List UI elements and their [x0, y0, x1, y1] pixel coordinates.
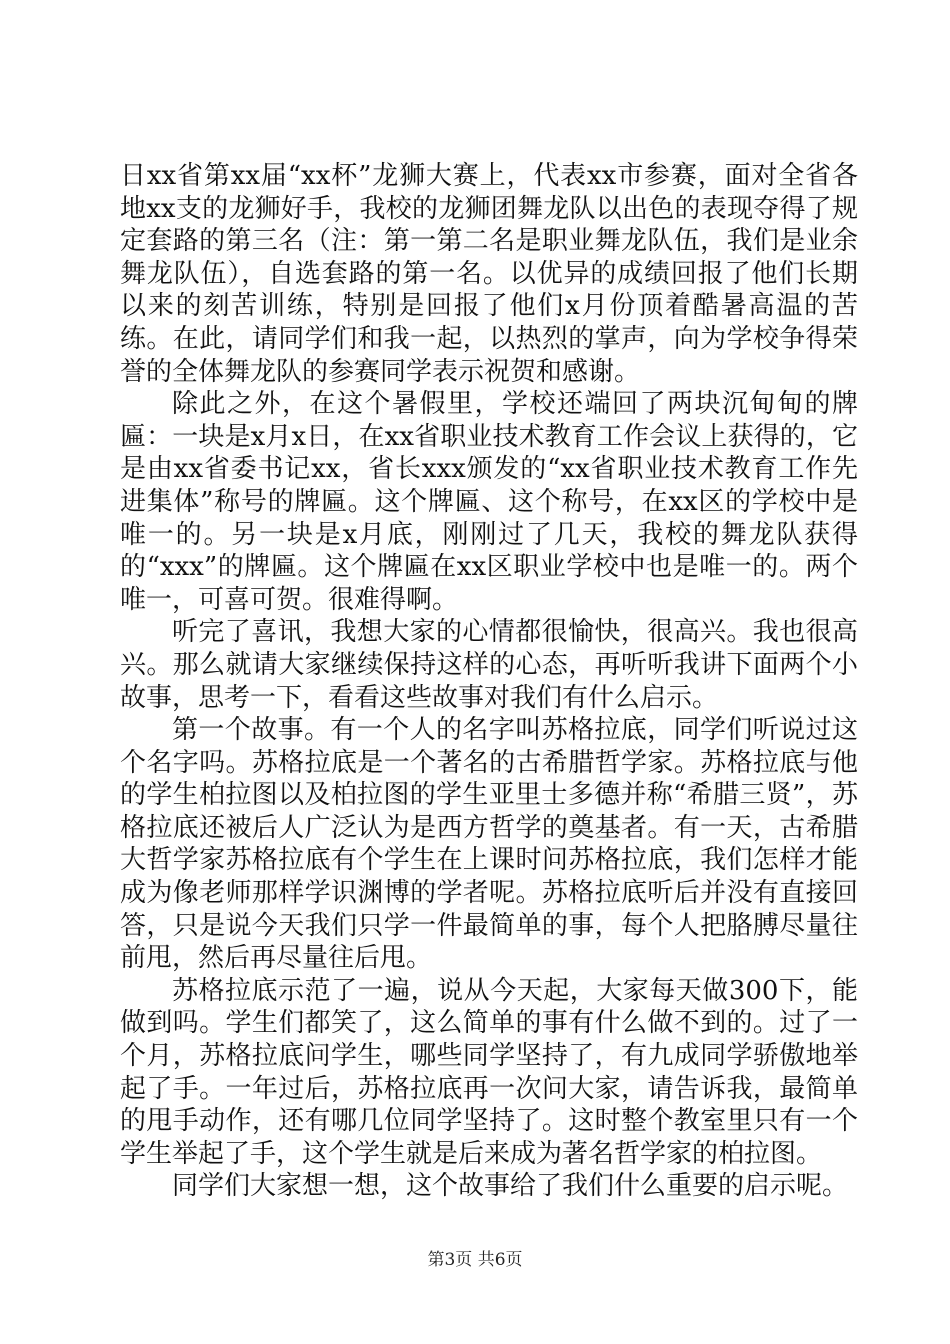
body-text: [120, 160, 858, 1203]
paragraph-3: 听完了喜讯，我想大家的心情都很愉快，很高兴。我也很高兴。那么就请大家继续保持这样的心态，再听听我讲下面两个小故事，思考一下，看看这些故事对我们有什么启示。: [120, 617, 858, 713]
paragraph-4: 第一个故事。有一个人的名字叫苏格拉底，同学们听说过这个名字吗。苏格拉底是一个著名的古希腊哲学家。苏格拉底与他的学生柏拉图以及柏拉图的学生亚里士多德并称“希腊三贤”，苏格拉底还被后人广泛认为是西方哲学的奠基者。有一天，古希腊大哲学家苏格拉底有个学生在上课时问苏格拉底，我们怎样才能成为像老师那样学识渊博的学者呢。苏格拉底听后并没有直接回答，只是说今天我们只学一件最简单的事，每个人把胳膊尽量往前甩，然后再尽量往后甩。: [120, 715, 858, 974]
page-number-footer: 第3页 共6页: [427, 1250, 523, 1270]
paragraph-2: 除此之外，在这个暑假里，学校还端回了两块沉甸甸的牌匾：一块是x月x日，在xx省职业技术教育工作会议上获得的，它是由xx省委书记xx，省长xxx颁发的“xx省职业技术教育工作先进集体”称号的牌匾。这个牌匾、这个称号，在xx区的学校中是唯一的。另一块是x月底，刚刚过了几天，我校的舞龙队获得的“xxx”的牌匾。这个牌匾在xx区职业学校中也是唯一的。两个唯一，可喜可贺。很难得啊。: [120, 389, 858, 615]
paragraph-1: 日xx省第xx届“xx杯”龙狮大赛上，代表xx市参赛，面对全省各地xx支的龙狮好手，我校的龙狮团舞龙队以出色的表现夺得了规定套路的第三名（注：第一第二名是职业舞龙队伍，我们是业余舞龙队伍），自选套路的第一名。以优异的成绩回报了他们长期以来的刻苦训练，特别是回报了他们x月份顶着酷暑高温的苦练。在此，请同学们和我一起，以热烈的掌声，向为学校争得荣誉的全体舞龙队的参赛同学表示祝贺和感谢。: [120, 161, 858, 387]
paragraph-5: 苏格拉底示范了一遍，说从今天起，大家每天做300下，能做到吗。学生们都笑了，这么简单的事有什么做不到的。过了一个月，苏格拉底问学生，哪些同学坚持了，有九成同学骄傲地举起了手。一年过后，苏格拉底再一次问大家，请告诉我，最简单的甩手动作，还有哪几位同学坚持了。这时整个教室里只有一个学生举起了手，这个学生就是后来成为著名哲学家的柏拉图。: [120, 975, 858, 1169]
paragraph-6: 同学们大家想一想，这个故事给了我们什么重要的启示呢。: [172, 1171, 849, 1202]
